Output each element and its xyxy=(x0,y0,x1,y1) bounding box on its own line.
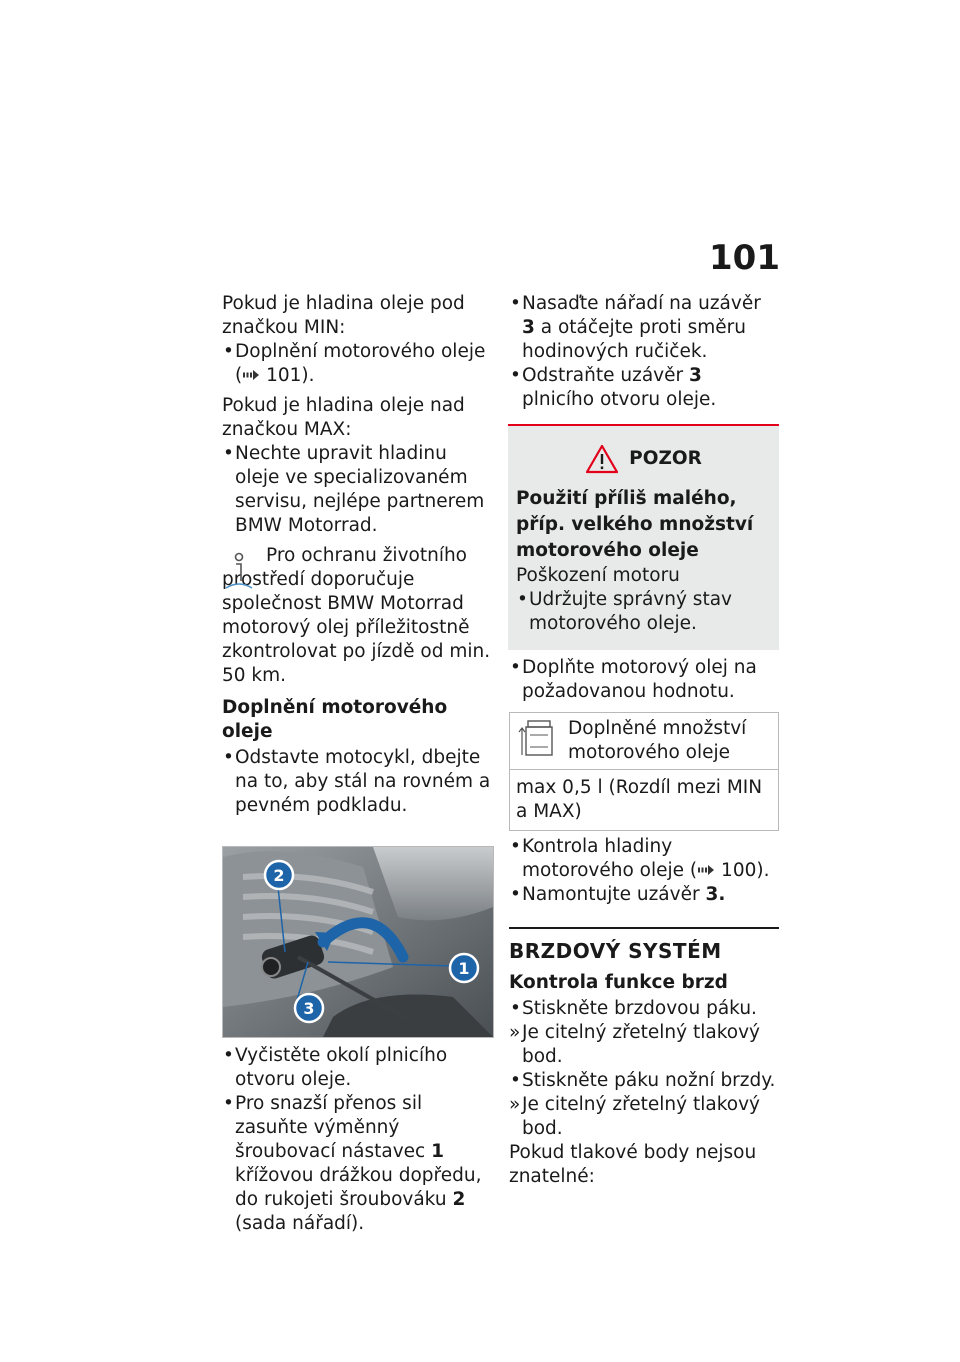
link-arrow-icon xyxy=(242,369,260,381)
oil-quantity-spec xyxy=(509,712,779,831)
bullet-text: plnicího otvoru oleje. xyxy=(522,389,717,410)
bullet-check-level xyxy=(509,835,779,883)
link-arrow-icon xyxy=(697,864,715,876)
warning-icon xyxy=(585,444,619,474)
page-number: 101 xyxy=(709,238,780,278)
warning-action: • Udržujte správný stav motorového oleje. xyxy=(516,588,771,636)
ref-number: 3 xyxy=(688,365,702,386)
bullet-text: Nasaďte nářadí na uzávěr xyxy=(522,293,761,314)
heading-top-up: Doplnění motorového oleje xyxy=(222,697,448,742)
left-column xyxy=(222,292,494,1236)
info-icon xyxy=(222,550,256,590)
bullet-text: Doplnění motorového oleje xyxy=(235,341,486,362)
max-level-intro: Pokud je hladina oleje nad značkou MAX: xyxy=(222,395,465,440)
bullet-text: Pro snazší přenos sil zasuňte výměnný šroubovací nástavec xyxy=(235,1093,426,1162)
oil-can-icon xyxy=(516,717,556,759)
page-ref[interactable]: 100). xyxy=(721,860,770,881)
bullet-text: (sada nářadí). xyxy=(235,1213,365,1234)
bullet-fill-oil: • Doplňte motorový olej na požadovanou hodnotu. xyxy=(509,656,779,704)
environment-note xyxy=(222,544,494,688)
min-level-intro: Pokud je hladina oleje pod značkou MIN: xyxy=(222,293,465,338)
warning-box xyxy=(508,424,779,650)
spec-label: Doplněné množství motorového oleje xyxy=(568,718,747,763)
bullet-text: a otáčejte proti směru hodinových ručiček. xyxy=(522,317,747,362)
bullet-remove-cap xyxy=(509,364,779,412)
callout-3 xyxy=(295,994,323,1022)
bullet-insert-bit xyxy=(222,1092,494,1236)
subheading-brake-check: Kontrola funkce brzd xyxy=(509,972,728,993)
ref-number: 1 xyxy=(431,1141,444,1162)
section-title: BRZDOVÝ SYSTÉM xyxy=(509,927,779,963)
bullet-attach-tool xyxy=(509,292,779,364)
callout-1 xyxy=(450,954,478,982)
bullet-service: • Nechte upravit hladinu oleje ve specializovaném servisu, nejlépe partnerem BMW Motorrad. xyxy=(222,442,494,538)
bullet-rear-brake: • Stiskněte páku nožní brzdy. xyxy=(509,1069,779,1093)
ref-number: 3 xyxy=(522,317,535,338)
page-ref[interactable]: 101). xyxy=(266,365,315,386)
result-front-brake: » Je citelný zřetelný tlakový bod. xyxy=(509,1021,779,1069)
bullet-front-brake: • Stiskněte brzdovou páku. xyxy=(509,997,779,1021)
ref-number: 2 xyxy=(452,1189,466,1210)
no-pressure-point-text: Pokud tlakové body nejsou znatelné: xyxy=(509,1142,757,1187)
bullet-text: Namontujte uzávěr xyxy=(522,884,700,905)
bullet-text: . xyxy=(718,884,726,905)
bullet-top-up-oil: • Doplnění motorového oleje ( 101). xyxy=(222,340,494,388)
ref-number: 3 xyxy=(705,884,719,905)
spec-value: max 0,5 l (Rozdíl mezi MIN a MAX) xyxy=(516,777,763,822)
warning-title: Použití příliš malého, příp. velkého množství motorového oleje xyxy=(516,488,754,561)
bullet-clean: • Vyčistěte okolí plnicího otvoru oleje. xyxy=(222,1044,494,1092)
svg-text:1: 1 xyxy=(458,959,470,978)
engine-oil-cap-figure xyxy=(222,846,494,1038)
warning-consequence: Poškození motoru xyxy=(516,565,680,586)
warning-header xyxy=(516,444,771,474)
note-text: Pro ochranu životního prostředí doporučuje společnost BMW Motorrad motorový olej příležitostně zkontrolovat po jízdě od min. 50 km. xyxy=(222,545,491,686)
bullet-park: • Odstavte motocykl, dbejte na to, aby stál na rovném a pevném podkladu. xyxy=(222,746,494,818)
bullet-refit-cap xyxy=(509,883,779,907)
callout-2 xyxy=(265,861,293,889)
right-column xyxy=(509,292,779,1189)
warning-label: POZOR xyxy=(629,448,702,469)
engine-illustration xyxy=(223,847,493,1037)
bullet-text: Kontrola hladiny motorového oleje ( xyxy=(522,836,698,881)
bullet-text: křížovou drážkou dopředu, do rukojeti šroubováku xyxy=(235,1165,482,1210)
svg-text:2: 2 xyxy=(273,866,285,885)
bullet-text: Odstraňte uzávěr xyxy=(522,365,684,386)
result-rear-brake: » Je citelný zřetelný tlakový bod. xyxy=(509,1093,779,1141)
svg-text:3: 3 xyxy=(303,999,315,1018)
